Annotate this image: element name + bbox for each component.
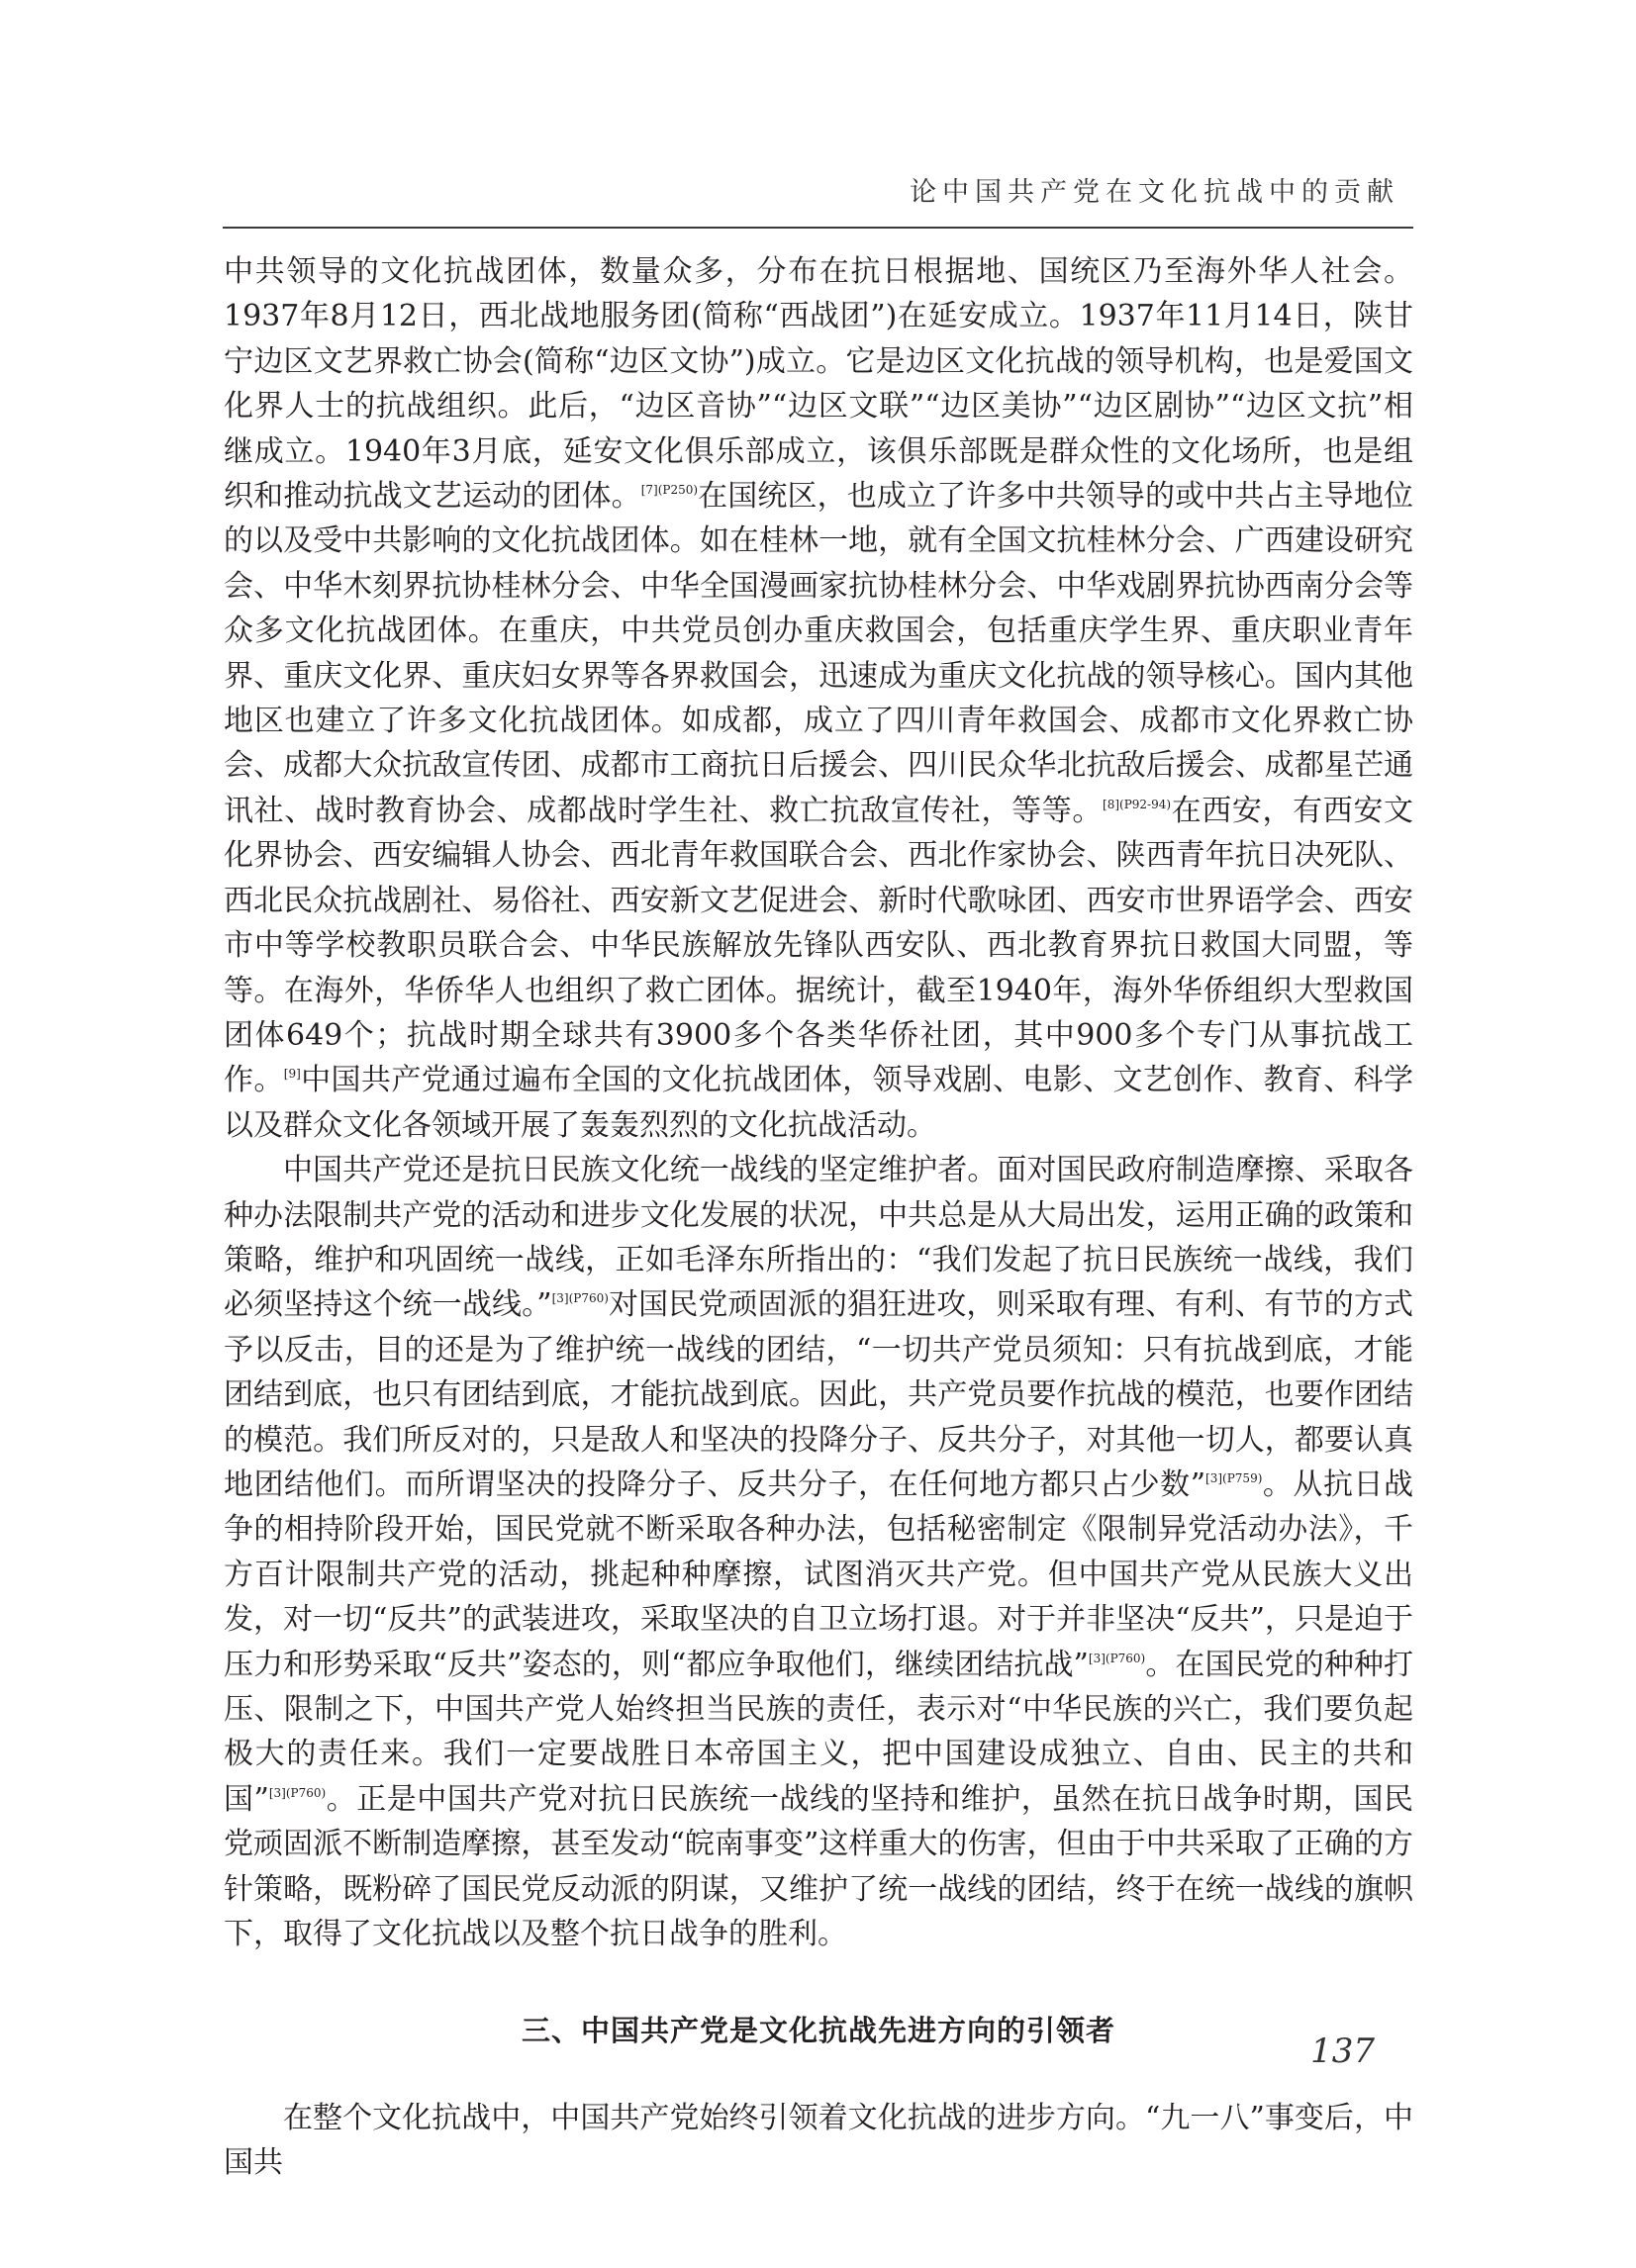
page-number: 137 xyxy=(1310,2032,1375,2071)
citation-marker: [3](P760) xyxy=(551,1291,609,1306)
body-paragraph-2 xyxy=(224,1148,1413,1956)
paragraph-text: 中国共产党通过遍布全国的文化抗战团体，领导戏剧、电影、文艺创作、教育、科学以及群众文化各领域开展了轰轰烈烈的文化抗战活动。 xyxy=(224,1063,1414,1143)
paragraph-text: 。在国民党的种种打压、限制之下，中国共产党人始终担当民族的责任，表示对“中华民族的兴亡，我们要负起极大的责任来。我们一定要战胜日本帝国主义，把中国建设成独立、自由、民主的共和国” xyxy=(224,1647,1413,1817)
paragraph-text: 在国统区，也成立了许多中共领导的或中共占主导地位的以及受中共影响的文化抗战团体。如在桂林一地，就有全国文抗桂林分会、广西建设研究会、中华木刻界抗协桂林分会、中华全国漫画家抗协桂林分会、中华戏剧界抗协西南分会等众多文化抗战团体。在重庆，中共党员创办重庆救国会，包括重庆学生界、重庆职业青年界、重庆文化界、重庆妇女界等各界救国会，迅速成为重庆文化抗战的领导核心。国内其他地区也建立了许多文化抗战团体。如成都，成立了四川青年救国会、成都市文化界救亡协会、成都大众抗敌宣传团、成都市工商抗日后援会、四川民众华北抗敌后援会、成都星芒通讯社、战时教育协会、成都战时学生社、救亡抗敌宣传社，等等。 xyxy=(224,479,1414,828)
citation-marker: [3](P760) xyxy=(1088,1651,1146,1665)
paragraph-text: 。正是中国共产党对抗日民族统一战线的坚持和维护，虽然在抗日战争时期，国民党顽固派不断制造摩擦，甚至发动“皖南事变”这样重大的伤害，但由于中共采取了正确的方针策略，既粉碎了国民党反动派的阴谋，又维护了统一战线的团结，终于在统一战线的旗帜下，取得了文化抗战以及整个抗日战争的胜利。 xyxy=(224,1781,1413,1952)
citation-marker: [3](P760) xyxy=(268,1785,327,1800)
paragraph-text: 在整个文化抗战中，中国共产党始终引领着文化抗战的进步方向。“九一八”事变后，中国共 xyxy=(224,2100,1413,2181)
citation-marker: [9] xyxy=(283,1067,301,1082)
paragraph-text: 中国共产党还是抗日民族文化统一战线的坚定维护者。面对国民政府制造摩擦、采取各种办法限制共产党的活动和进步文化发展的状况，中共总是从大局出发，运用正确的政策和策略，维护和巩固统一战线，正如毛泽东所指出的：“我们发起了抗日民族统一战线，我们必须坚持这个统一战线。” xyxy=(224,1153,1413,1323)
paragraph-text: 在西安，有西安文化界协会、西安编辑人协会、西北青年救国联合会、西北作家协会、陕西青年抗日决死队、西北民众抗战剧社、易俗社、西安新文艺促进会、新时代歌咏团、西安市世界语学会、西安市中等学校教职员联合会、中华民族解放先锋队西安队、西北教育界抗日救国大同盟，等等。在海外，华侨华人也组织了救亡团体。据统计，截至1940年，海外华侨组织大型救国团体649个；抗战时期全球共有3900多个各类华侨社团，其中900多个专门从事抗战工作。 xyxy=(224,793,1414,1098)
article-body xyxy=(224,249,1413,2186)
paragraph-text: 对国民党顽固派的猖狂进攻，则采取有理、有利、有节的方式予以反击，目的还是为了维护统一战线的团结，“一切共产党员须知：只有抗战到底，才能团结到底，也只有团结到底，才能抗战到底。因此，共产党员要作抗战的模范，也要作团结的模范。我们所反对的，只是敌人和坚决的投降分子、反共分子，对其他一切人，都要认真地团结他们。而所谓坚决的投降分子、反共分子，在任何地方都只占少数” xyxy=(224,1287,1414,1502)
paragraph-text: 。从抗日战争的相持阶段开始，国民党就不断采取各种办法，包括秘密制定《限制异党活动办法》，千方百计限制共产党的活动，挑起种种摩擦，试图消灭共产党。但中国共产党从民族大义出发，对一切“反共”的武装进攻，采取坚决的自卫立场打退。对于并非坚决“反共”，只是迫于压力和形势采取“反共”姿态的，则“都应争取他们，继续团结抗战” xyxy=(224,1466,1414,1682)
citation-marker: [7](P250) xyxy=(640,483,699,498)
header-rule xyxy=(223,227,1413,229)
paragraph-text: 中共领导的文化抗战团体，数量众多，分布在抗日根据地、国统区乃至海外华人社会。1937年8月12日，西北战地服务团(简称“西战团”)在延安成立。1937年11月14日，陕甘宁边区文艺界救亡协会(简称“边区文协”)成立。它是边区文化抗战的领导机构，也是爱国文化界人士的抗战组织。此后，“边区音协”“边区文联”“边区美协”“边区剧协”“边区文抗”相继成立。1940年3月底，延安文化俱乐部成立，该俱乐部既是群众性的文化场所，也是组织和推动抗战文艺运动的团体。 xyxy=(224,254,1413,515)
citation-marker: [8](P92-94) xyxy=(1103,797,1172,811)
body-paragraph-3 xyxy=(224,2096,1413,2186)
body-paragraph-1 xyxy=(224,249,1413,1148)
running-head-title: 论中国共产党在文化抗战中的贡献 xyxy=(910,177,1399,208)
citation-marker: [3](P759) xyxy=(1205,1470,1263,1485)
section-heading: 三、中国共产党是文化抗战先进方向的引领者 xyxy=(521,2014,1115,2048)
